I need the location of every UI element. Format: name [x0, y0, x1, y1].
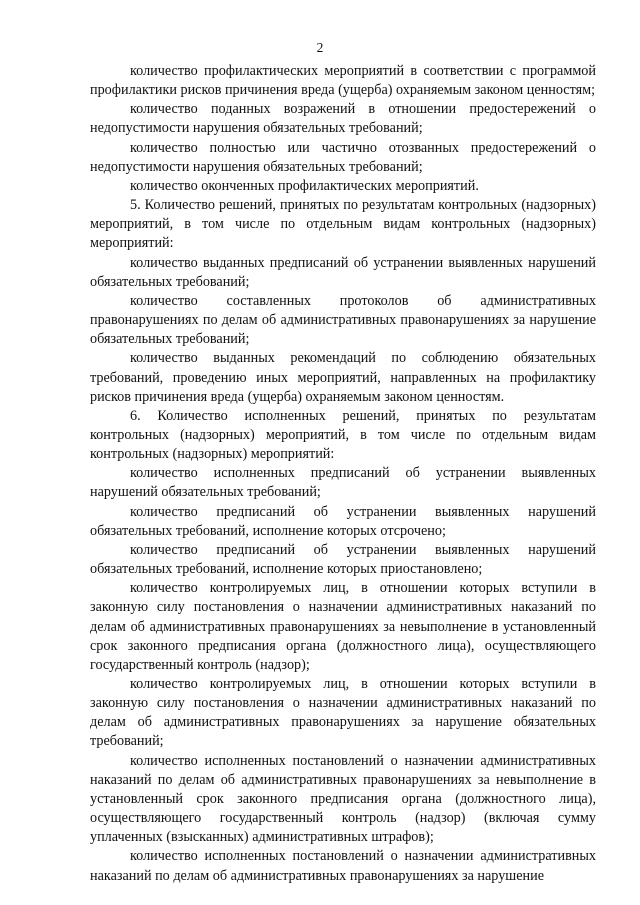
paragraph-executed-resolutions-violation: количество исполненных постановлений о назначении административных наказаний по делам об административных правонарушениях за нарушение — [90, 848, 596, 884]
paragraph-issued-orders-count: количество выданных предписаний об устранении выявленных нарушений обязательных требований; — [90, 254, 596, 290]
paragraph-withdrawn-warnings-count: количество полностью или частично отозванных предостережений о недопустимости нарушения обязательных требований; — [90, 139, 596, 175]
paragraph-protocols-count: количество составленных протоколов об административных правонарушениях по делам об административных правонарушениях за нарушение обязательных требований; — [90, 292, 596, 348]
paragraph-recommendations-count: количество выданных рекомендаций по соблюдению обязательных требований, проведению иных мероприятий, направленных на профилактику рисков причинения вреда (ущерба) охраняемым законом ценностям. — [90, 350, 596, 405]
document-body — [90, 62, 596, 886]
paragraph-preventive-measures-count: количество профилактических мероприятий в соответствии с программой профилактики рисков причинения вреда (ущерба) охраняемым законом ценностям; — [90, 63, 596, 99]
paragraph-suspended-orders-count: количество предписаний об устранении выявленных нарушений обязательных требований, исполнение которых приостановлено; — [90, 541, 596, 578]
page-number: 2 — [316, 40, 324, 55]
paragraph-completed-measures-count: количество оконченных профилактических мероприятий. — [130, 177, 479, 194]
paragraph-objections-count: количество поданных возражений в отношении предостережений о недопустимости нарушения обязательных требований; — [90, 101, 596, 137]
paragraph-persons-violation-requirements: количество контролируемых лиц, в отношении которых вступили в законную силу постановления о назначении административных наказаний по делам об административных правонарушениях за нарушение обязательных требований; — [90, 676, 596, 750]
paragraph-item-6-executed-decisions: 6. Количество исполненных решений, принятых по результатам контрольных (надзорных) мероприятий, в том числе по отдельным видам контрольных (надзорных) мероприятий: — [90, 407, 596, 463]
paragraph-executed-orders-count: количество исполненных предписаний об устранении выявленных нарушений обязательных требований; — [90, 465, 596, 501]
paragraph-executed-resolutions-fines: количество исполненных постановлений о назначении административных наказаний по делам об административных правонарушениях за невыполнение в установленный срок законного предписания органа (должностного лица), осуществляющего государственный контроль (надзор) (включая сумму уплаченных (взысканных) административных штрафов); — [90, 752, 596, 846]
paragraph-item-5-decisions: 5. Количество решений, принятых по результатам контрольных (надзорных) мероприятий, в том числе по отдельным видам контрольных (надзорных) мероприятий: — [90, 197, 596, 252]
paragraph-persons-noncompliance-order: количество контролируемых лиц, в отношении которых вступили в законную силу постановления о назначении административных наказаний по делам об административных правонарушениях за невыполнение в установленный срок законного предписания органа (должностного лица), осуществляющего государственный контроль (надзор); — [90, 580, 596, 673]
paragraph-deferred-orders-count: количество предписаний об устранении выявленных нарушений обязательных требований, исполнение которых отсрочено; — [90, 503, 596, 539]
